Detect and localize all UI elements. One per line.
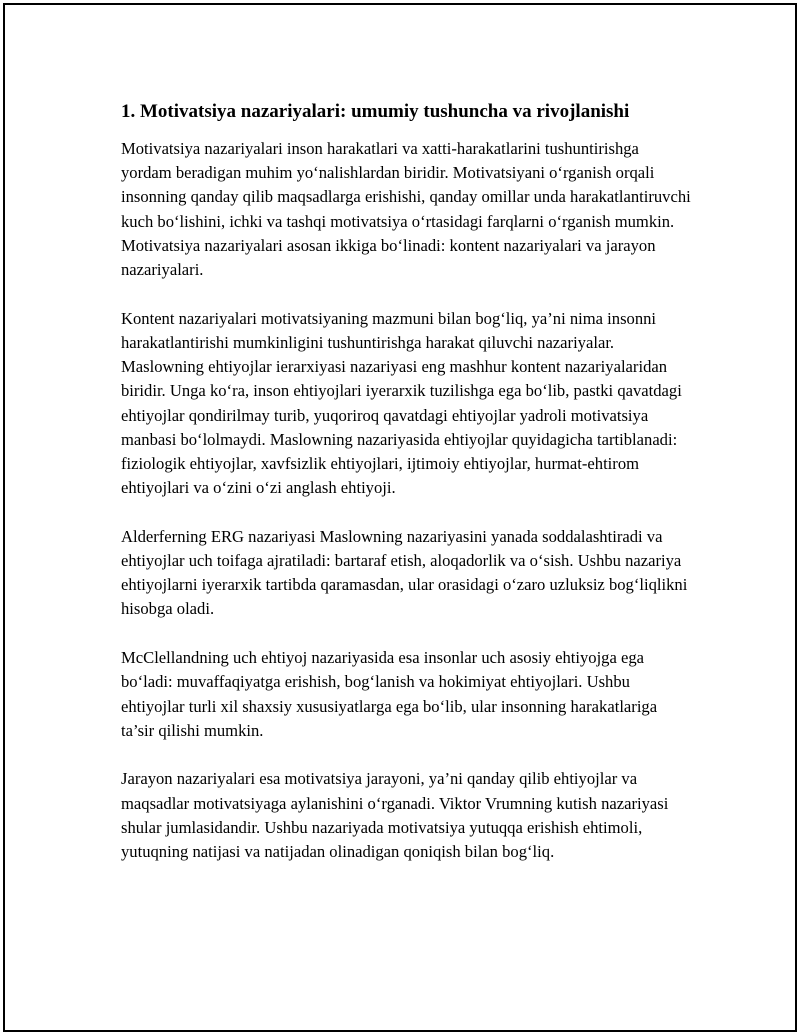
paragraph-erg-theory: Alderferning ERG nazariyasi Maslowning nazariyasini yanada soddalashtiradi va ehtiyojlar uch toifaga ajratiladi: bartaraf etish, aloqadorlik va o‘sish. Ushbu nazariya ehtiyojlarni iyerarxik tartibda qaramasdan, ular orasidagi o‘zaro uzluksiz bog‘liqlikni hisobga oladi. xyxy=(121,526,688,619)
document-body xyxy=(121,99,693,889)
page-frame xyxy=(3,3,797,1032)
paragraph-mcclelland-theory: McClellandning uch ehtiyoj nazariyasida esa insonlar uch asosiy ehtiyojga ega bo‘ladi: muvaffaqiyatga erishish, bog‘lanish va hokimiyat ehtiyojlari. Ushbu ehtiyojlar turli xil shaxsiy xususiyatlarga ega bo‘lib, ular insonning harakatlariga ta’sir qilishi mumkin. xyxy=(121,648,658,740)
section-heading: 1. Motivatsiya nazariyalari: umumiy tushuncha va rivojlanishi xyxy=(121,101,630,122)
paragraph-intro: Motivatsiya nazariyalari inson harakatlari va xatti-harakatlarini tushuntirishga yordam beradigan muhim yo‘nalishlardan biridir. Motivatsiyani o‘rganish orqali insonning qanday qilib maqsadlarga erishishi, qanday omillar unda harakatlantiruvchi kuch bo‘lishini, ichki va tashqi motivatsiya o‘rtasidagi farqlarni o‘rganish mumkin. Motivatsiya nazariyalari asosan ikkiga bo‘linadi: kontent nazariyalari va jarayon nazariyalari. xyxy=(121,139,691,280)
paragraph-process-theories: Jarayon nazariyalari esa motivatsiya jarayoni, ya’ni qanday qilib ehtiyojlar va maqsadlar motivatsiyaga aylanishini o‘rganadi. Viktor Vrumning kutish nazariyasi shular jumlasidandir. Ushbu nazariyada motivatsiya yutuqqa erishish ehtimoli, yutuqning natijasi va natijadan olinadigan qoniqish bilan bog‘liq. xyxy=(121,769,669,862)
paragraph-content-theories: Kontent nazariyalari motivatsiyaning mazmuni bilan bog‘liq, ya’ni nima insonni harakatlantirishi mumkinligini tushuntirishga harakat qiluvchi nazariyalar. Maslowning ehtiyojlar ierarxiyasi nazariyasi eng mashhur kontent nazariyalaridan biridir. Unga ko‘ra, inson ehtiyojlari iyerarxik tuzilishga ega bo‘lib, pastki qavatdagi ehtiyojlar qondirilmay turib, yuqoriroq qavatdagi ehtiyojlar yadroli motivatsiya manbasi bo‘lolmaydi. Maslowning nazariyasida ehtiyojlar quyidagicha tartiblanadi: fiziologik ehtiyojlar, xavfsizlik ehtiyojlari, ijtimoiy ehtiyojlar, hurmat-ehtirom ehtiyojlari va o‘zini o‘zi anglash ehtiyoji. xyxy=(121,308,682,498)
